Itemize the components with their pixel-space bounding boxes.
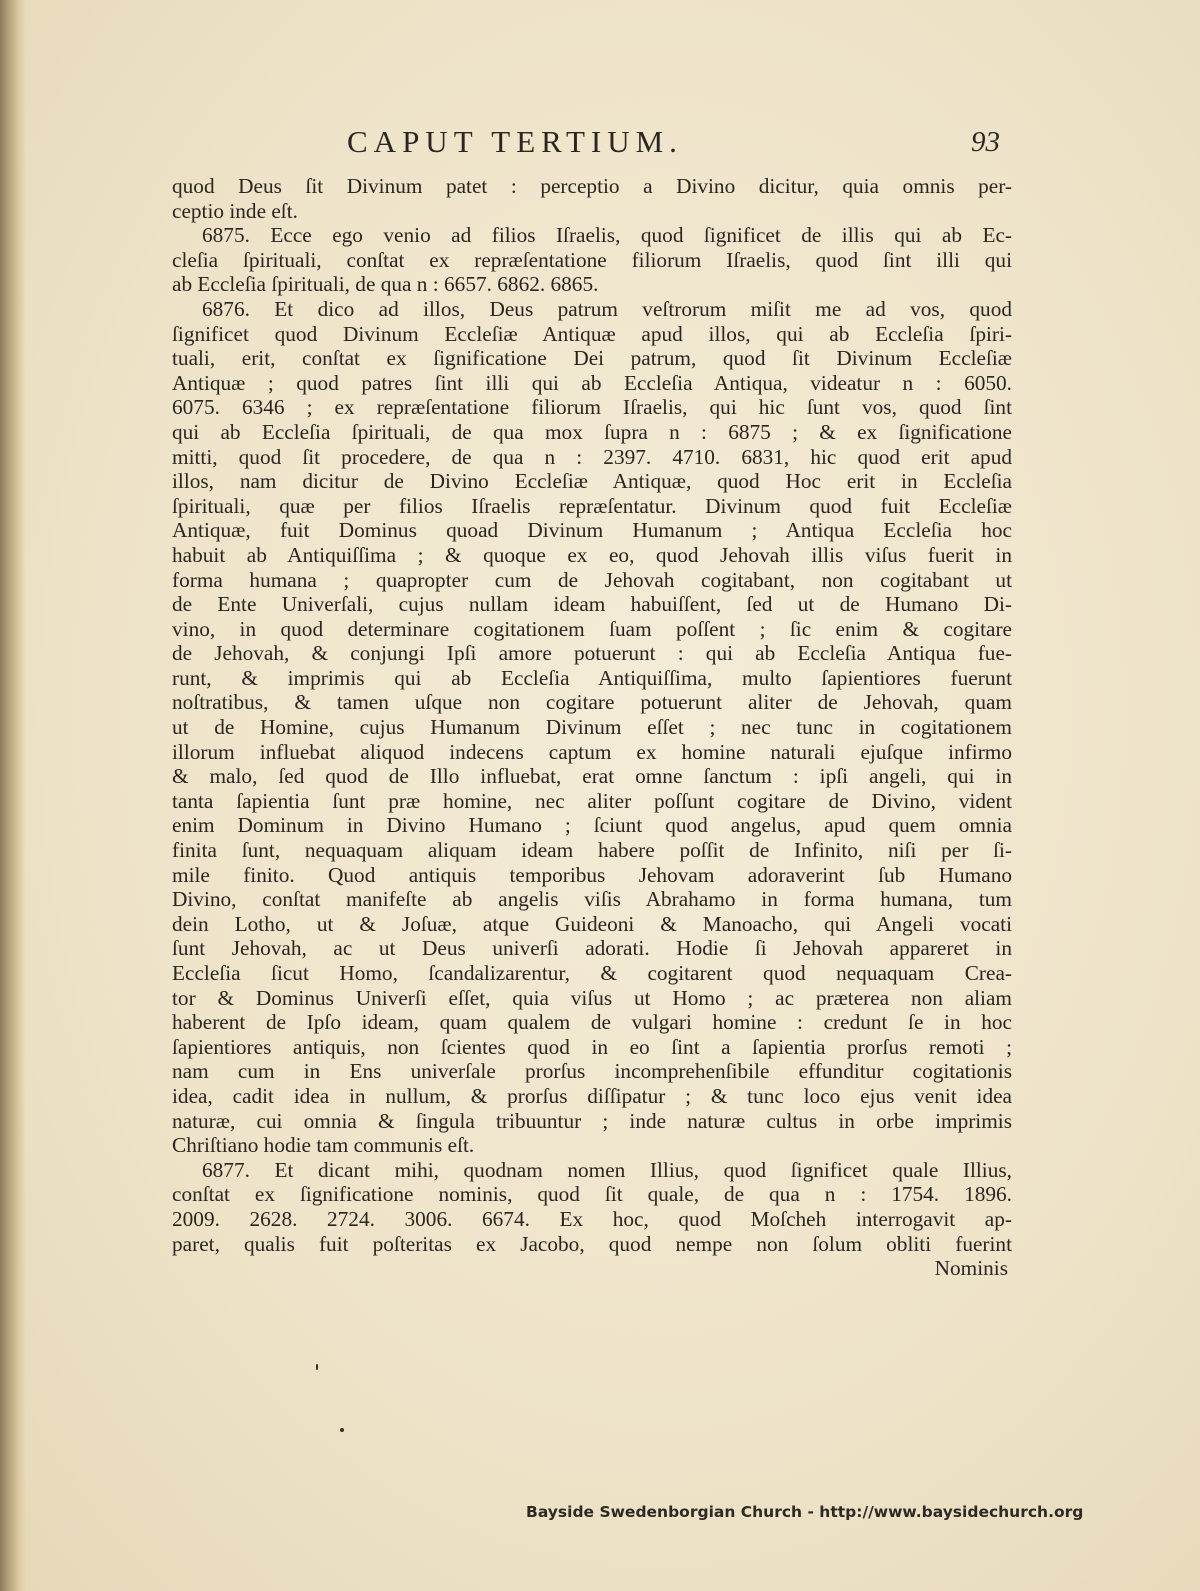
text-line: naturæ, cui omnia & ſingula tribuuntur ; inde naturæ cultus in orbe imprimis [172,1108,1012,1133]
text-line: enim Dominum in Divino Humano ; ſciunt quod angelus, apud quem omnia [172,813,1012,838]
text-line: qui ab Eccleſia ſpirituali, de qua mox ſupra n : 6875 ; & ex ſignificatione [172,419,1012,444]
text-line: ſpirituali, quæ per filios Iſraelis repræſentatur. Divinum quod fuit Eccleſiæ [172,493,1012,518]
text-line: ceptio inde eſt. [172,198,298,223]
text-line: & malo, ſed quod de Illo influebat, erat omne ſanctum : ipſi angeli, qui in [172,764,1012,789]
text-line: de Ente Univerſali, cujus nullam ideam habuiſſent, ſed ut de Humano Di- [172,592,1012,617]
text-line: cleſia ſpirituali, conſtat ex repræſentatione filiorum Iſraelis, quod ſint illi qui [172,247,1012,272]
text-line: Chriſtiano hodie tam communis eſt. [172,1133,475,1158]
text-line: Divino, conſtat manifeſte ab angelis viſis Abrahamo in forma humana, tum [172,887,1012,912]
text-line: tanta ſapientia ſunt præ homine, nec aliter poſſunt cogitare de Divino, vident [172,788,1012,813]
text-line: nam cum in Ens univerſale prorſus incomprehenſibile effunditur cogitationis [172,1059,1012,1084]
text-line: ſignificet quod Divinum Eccleſiæ Antiquæ apud illos, qui ab Eccleſia ſpiri- [172,321,1012,346]
page-number: 93 [971,126,1000,158]
text-line: Antiquæ, fuit Dominus quoad Divinum Humanum ; Antiqua Eccleſia hoc [172,518,1012,543]
text-line: illorum influebat aliquod indecens captum ex homine naturali ejuſque infirmo [172,739,1012,764]
catchword: Nominis [934,1256,1008,1281]
text-line: mitti, quod ſit procedere, de qua n : 2397. 4710. 6831, hic quod erit apud [172,444,1012,469]
paper-speck [340,1428,344,1432]
chapter-heading: CAPUT TERTIUM. [347,124,683,159]
text-line: 6875. Ecce ego venio ad filios Iſraelis, quod ſignificet de illis qui ab Ec- [202,223,1012,248]
text-line: habuit ab Antiquiſſima ; & quoque ex eo, quod Jehovah illis viſus fuerit in [172,542,1012,567]
text-line: 2009. 2628. 2724. 3006. 6674. Ex hoc, quod Moſcheh interrogavit ap- [172,1206,1012,1231]
text-line: vino, in quod determinare cogitationem ſuam poſſent ; ſic enim & cogitare [172,616,1012,641]
body-text [172,174,1012,1281]
text-line: ut de Homine, cujus Humanum Divinum eſſet ; nec tunc in cogitationem [172,715,1012,740]
text-line: ſapientiores antiquis, non ſcientes quod in eo ſint a ſapientia prorſus remoti ; [172,1034,1012,1059]
text-line: ſunt Jehovah, ac ut Deus univerſi adorati. Hodie ſi Jehovah appareret in [172,936,1012,961]
text-line: tuali, erit, conſtat ex ſignificatione Dei patrum, quod ſit Divinum Eccleſiæ [172,346,1012,371]
text-line: haberent de Ipſo ideam, quam qualem de vulgari homine : credunt ſe in hoc [172,1010,1012,1035]
text-line: 6075. 6346 ; ex repræſentatione filiorum Iſraelis, qui hic ſunt vos, quod ſint [172,395,1012,420]
text-line: runt, & imprimis qui ab Eccleſia Antiquiſſima, multo ſapientiores fuerunt [172,665,1012,690]
text-line: Eccleſia ſicut Homo, ſcandalizarentur, & cogitarent quod nequaquam Crea- [172,961,1012,985]
text-line: paret, qualis fuit poſteritas ex Jacobo, quod nempe non ſolum obliti fuerint [172,1231,1012,1256]
text-line: Antiquæ ; quod patres ſint illi qui ab Eccleſia Antiqua, videatur n : 6050. [172,370,1012,395]
text-line: dein Lotho, ut & Joſuæ, atque Guideoni & Manoacho, qui Angeli vocati [172,911,1012,936]
text-line: 6877. Et dicant mihi, quodnam nomen Illius, quod ſignificet quale Illius, [202,1157,1012,1182]
text-line: illos, nam dicitur de Divino Eccleſiæ Antiquæ, quod Hoc erit in Eccleſia [172,469,1012,494]
text-line: 6876. Et dico ad illos, Deus patrum veſtrorum miſit me ad vos, quod [202,296,1012,321]
text-line: ab Eccleſia ſpirituali, de qua n : 6657. 6862. 6865. [172,272,599,297]
text-line: noſtratibus, & tamen uſque non cogitare potuerunt aliter de Jehovah, quam [172,690,1012,715]
page-gutter-shadow [0,0,26,1591]
text-line: mile finito. Quod antiquis temporibus Jehovam adoraverint ſub Humano [172,862,1012,887]
text-line: conſtat ex ſignificatione nominis, quod ſit quale, de qua n : 1754. 1896. [172,1182,1012,1207]
running-head [172,124,1010,168]
text-line: de Jehovah, & conjungi Ipſi amore potuerunt : qui ab Eccleſia Antiqua fue- [172,641,1012,666]
paper-speck [316,1364,318,1370]
text-line: tor & Dominus Univerſi eſſet, quia viſus ut Homo ; ac præterea non aliam [172,985,1012,1010]
text-line: forma humana ; quapropter cum de Jehovah cogitabant, non cogitabant ut [172,567,1012,592]
text-line: finita ſunt, nequaquam aliquam ideam habere poſſit de Infinito, niſi per ſi- [172,838,1012,863]
text-line: idea, cadit idea in nullum, & prorſus diſſipatur ; & tunc loco ejus venit idea [172,1083,1012,1108]
footer-credit: Bayside Swedenborgian Church - http://www.baysidechurch.org [526,1503,1084,1521]
text-line: quod Deus ſit Divinum patet : perceptio a Divino dicitur, quia omnis per- [172,174,1012,198]
